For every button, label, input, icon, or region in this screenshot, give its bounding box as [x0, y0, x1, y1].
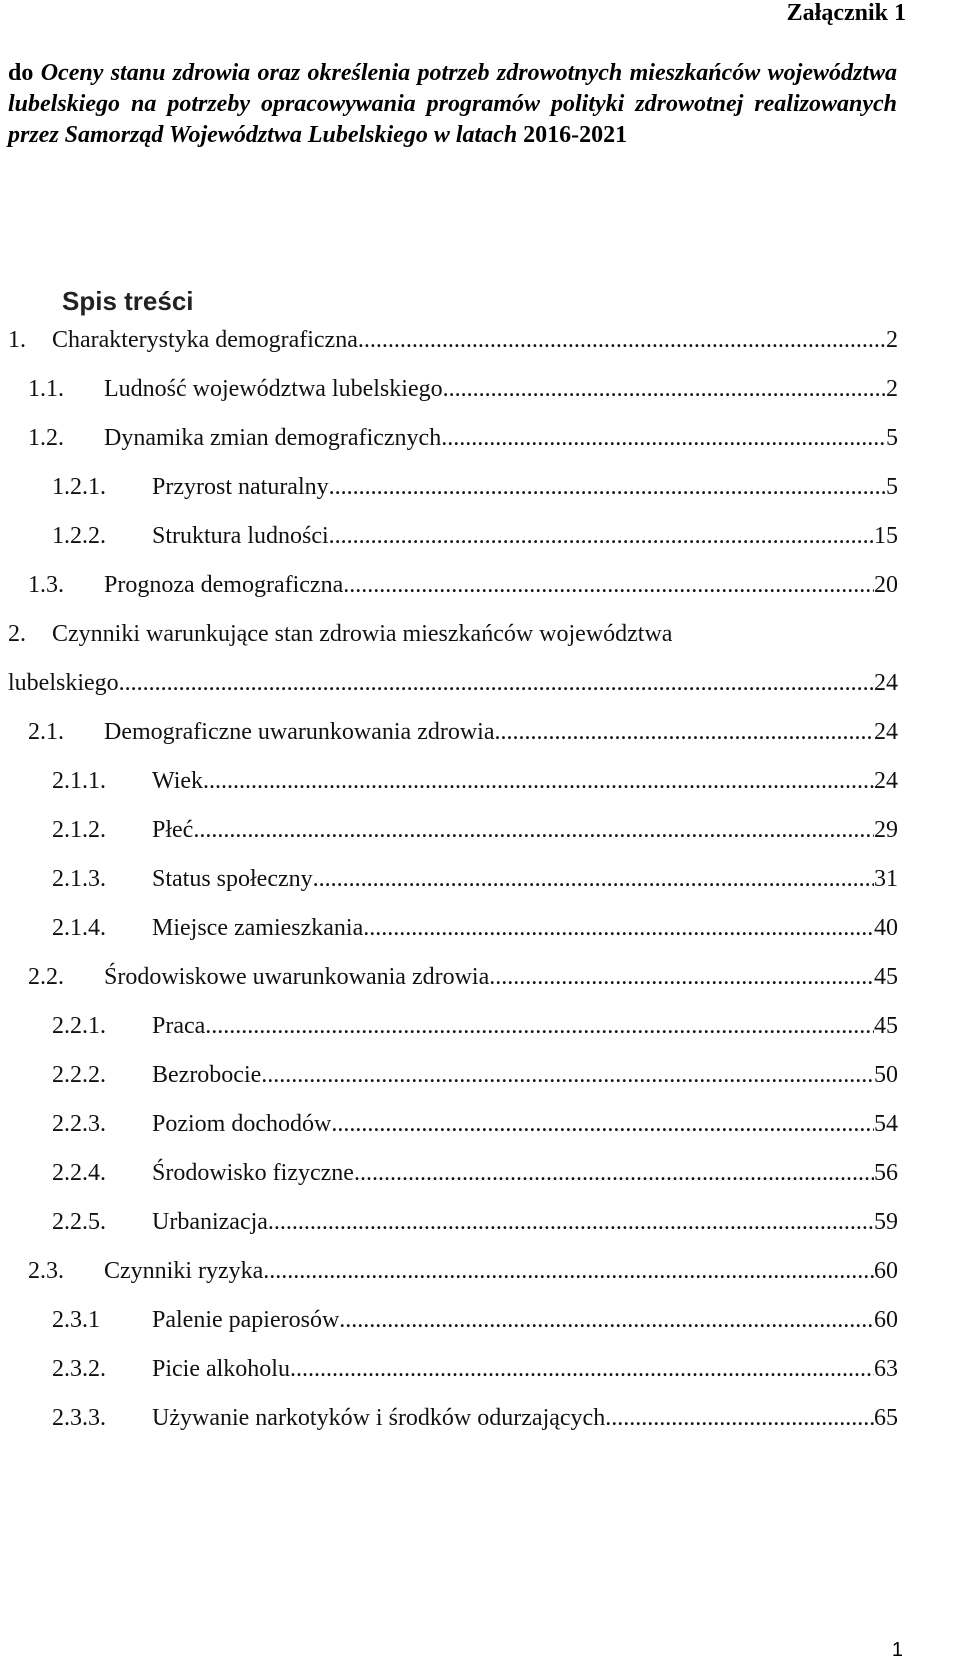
toc-entry-leader-line — [152, 864, 898, 894]
toc-entry-page: 50 — [874, 1062, 898, 1088]
toc-entry-page: 15 — [874, 523, 898, 549]
toc-dot-leader — [495, 717, 875, 747]
document-header — [8, 58, 897, 151]
toc-entry-number: 2.1.4. — [52, 915, 106, 941]
toc-entry-title: Przyrost naturalny — [152, 474, 329, 500]
toc-entry-page: 2 — [886, 376, 898, 402]
toc-entry-number: 2.2.2. — [52, 1062, 106, 1088]
toc-entry-page: 56 — [874, 1160, 898, 1186]
toc-dot-leader — [363, 913, 874, 943]
toc-entry-number: 1.2. — [28, 425, 64, 451]
toc-entry-title: Praca — [152, 1013, 206, 1039]
toc-entry-page: 31 — [874, 866, 898, 892]
toc-dot-leader — [203, 766, 874, 796]
toc-entry-page: 2 — [886, 327, 898, 353]
toc-entry-number: 2.2.5. — [52, 1209, 106, 1235]
toc-entry-number: 2.3.1 — [52, 1307, 100, 1333]
toc-entry-title: Struktura ludności — [152, 523, 329, 549]
toc-dot-leader — [605, 1403, 874, 1433]
toc-entry-number: 2.1.1. — [52, 768, 106, 794]
toc-entry-number: 1.3. — [28, 572, 64, 598]
toc-entry-leader-line — [152, 1109, 898, 1139]
toc-entry-title: Picie alkoholu — [152, 1356, 290, 1382]
toc-entry-title: Palenie papierosów — [152, 1307, 340, 1333]
toc-dot-leader — [119, 668, 874, 698]
toc-dot-leader — [441, 423, 886, 453]
toc-dot-leader — [290, 1354, 874, 1384]
toc-entry-leader-line — [152, 766, 898, 796]
toc-entry-title: Środowiskowe uwarunkowania zdrowia — [104, 964, 490, 990]
toc-entry-page: 65 — [874, 1405, 898, 1431]
toc-dot-leader — [354, 1158, 874, 1188]
toc-entry-title: Charakterystyka demograficzna — [52, 327, 358, 353]
toc-entry-title-line1: Czynniki warunkujące stan zdrowia mieszkańców województwa — [52, 621, 673, 647]
toc-dot-leader — [193, 815, 874, 845]
toc-entry-title: lubelskiego — [8, 670, 119, 696]
toc-dot-leader — [268, 1207, 874, 1237]
toc-entry-title: Dynamika zmian demograficznych — [104, 425, 442, 451]
toc-entry-leader-line — [8, 668, 898, 698]
header-years: 2016-2021 — [517, 122, 628, 148]
toc-entry-leader-line — [152, 472, 898, 502]
toc-entry-title: Bezrobocie — [152, 1062, 262, 1088]
toc-entry-number: 2.2. — [28, 964, 64, 990]
toc-dot-leader — [329, 521, 874, 551]
toc-dot-leader — [358, 325, 886, 355]
toc-entry-leader-line — [104, 962, 898, 992]
toc-entry-leader-line — [152, 521, 898, 551]
toc-entry-number: 1.1. — [28, 376, 64, 402]
toc-entry-number: 1.2.1. — [52, 474, 106, 500]
toc-dot-leader — [263, 1256, 874, 1286]
toc-entry-page: 60 — [874, 1307, 898, 1333]
toc-entry-number: 2.3.2. — [52, 1356, 106, 1382]
toc-entry-leader-line — [152, 1011, 898, 1041]
toc-dot-leader — [489, 962, 874, 992]
toc-entry-title: Demograficzne uwarunkowania zdrowia — [104, 719, 495, 745]
toc-dot-leader — [331, 1109, 874, 1139]
toc-entry-page: 24 — [874, 719, 898, 745]
toc-entry-title: Status społeczny — [152, 866, 313, 892]
toc-entry-title: Miejsce zamieszkania — [152, 915, 364, 941]
toc-entry-number: 2.1.2. — [52, 817, 106, 843]
annex-label: Załącznik 1 — [786, 0, 906, 26]
toc-entry-leader-line — [152, 1158, 898, 1188]
toc-entry-number: 2.2.1. — [52, 1013, 106, 1039]
toc-entry-leader-line — [152, 1354, 898, 1384]
toc-entry-number: 2.2.3. — [52, 1111, 106, 1137]
toc-entry-title: Ludność województwa lubelskiego — [104, 376, 443, 402]
toc-entry-page: 59 — [874, 1209, 898, 1235]
toc-entry-number: 2.1.3. — [52, 866, 106, 892]
toc-entry-leader-line — [52, 325, 898, 355]
toc-entry-number: 1. — [8, 327, 26, 353]
toc-entry-number: 2.2.4. — [52, 1160, 106, 1186]
toc-dot-leader — [343, 570, 874, 600]
toc-entry-page: 5 — [886, 474, 898, 500]
toc-entry-number: 2.3.3. — [52, 1405, 106, 1431]
toc-entry-page: 20 — [874, 572, 898, 598]
page-number: 1 — [891, 1639, 903, 1661]
toc-entry-leader-line — [152, 913, 898, 943]
toc-entry-leader-line — [104, 717, 898, 747]
toc-dot-leader — [313, 864, 874, 894]
toc-dot-leader — [261, 1060, 874, 1090]
toc-dot-leader — [339, 1305, 874, 1335]
toc-entry-page: 54 — [874, 1111, 898, 1137]
header-italic-title: Oceny stanu zdrowia oraz określenia potrzeb zdrowotnych mieszkańców województwa lubelskiego na potrzeby opracowywania programów polityki zdrowotnej realizowanych przez Samorząd Województwa Lubelskiego w latach — [8, 60, 897, 148]
toc-entry-title: Poziom dochodów — [152, 1111, 332, 1137]
toc-entry-title: Płeć — [152, 817, 194, 843]
toc-entry-leader-line — [152, 1403, 898, 1433]
toc-entry-title: Środowisko fizyczne — [152, 1160, 354, 1186]
toc-entry-page: 45 — [874, 1013, 898, 1039]
toc-entry-page: 5 — [886, 425, 898, 451]
toc-entry-number: 2.3. — [28, 1258, 64, 1284]
toc-entry-page: 63 — [874, 1356, 898, 1382]
toc-entry-number: 2. — [8, 621, 26, 647]
toc-entry-leader-line — [104, 1256, 898, 1286]
toc-entry-number: 1.2.2. — [52, 523, 106, 549]
header-lead: do — [8, 60, 41, 86]
toc-dot-leader — [443, 374, 886, 404]
toc-entry-page: 24 — [874, 768, 898, 794]
toc-dot-leader — [205, 1011, 874, 1041]
toc-entry-leader-line — [152, 1060, 898, 1090]
toc-entry-page: 29 — [874, 817, 898, 843]
toc-entry-leader-line — [104, 570, 898, 600]
toc-entry-title: Wiek — [152, 768, 204, 794]
toc-entry-title: Urbanizacja — [152, 1209, 268, 1235]
toc-entry-title: Czynniki ryzyka — [104, 1258, 264, 1284]
toc-entry-title: Używanie narkotyków i środków odurzających — [152, 1405, 606, 1431]
toc-entry-leader-line — [152, 1305, 898, 1335]
toc-entry-page: 60 — [874, 1258, 898, 1284]
toc-entry-page: 45 — [874, 964, 898, 990]
toc-entry-number: 2.1. — [28, 719, 64, 745]
toc-entry-leader-line — [152, 815, 898, 845]
toc-entry-leader-line — [104, 423, 898, 453]
toc-dot-leader — [329, 472, 886, 502]
toc-entry-page: 40 — [874, 915, 898, 941]
toc-entry-leader-line — [152, 1207, 898, 1237]
toc-entry-page: 24 — [874, 670, 898, 696]
toc-entry-title: Prognoza demograficzna — [104, 572, 344, 598]
toc-title: Spis treści — [62, 286, 194, 316]
toc-entry-leader-line — [104, 374, 898, 404]
